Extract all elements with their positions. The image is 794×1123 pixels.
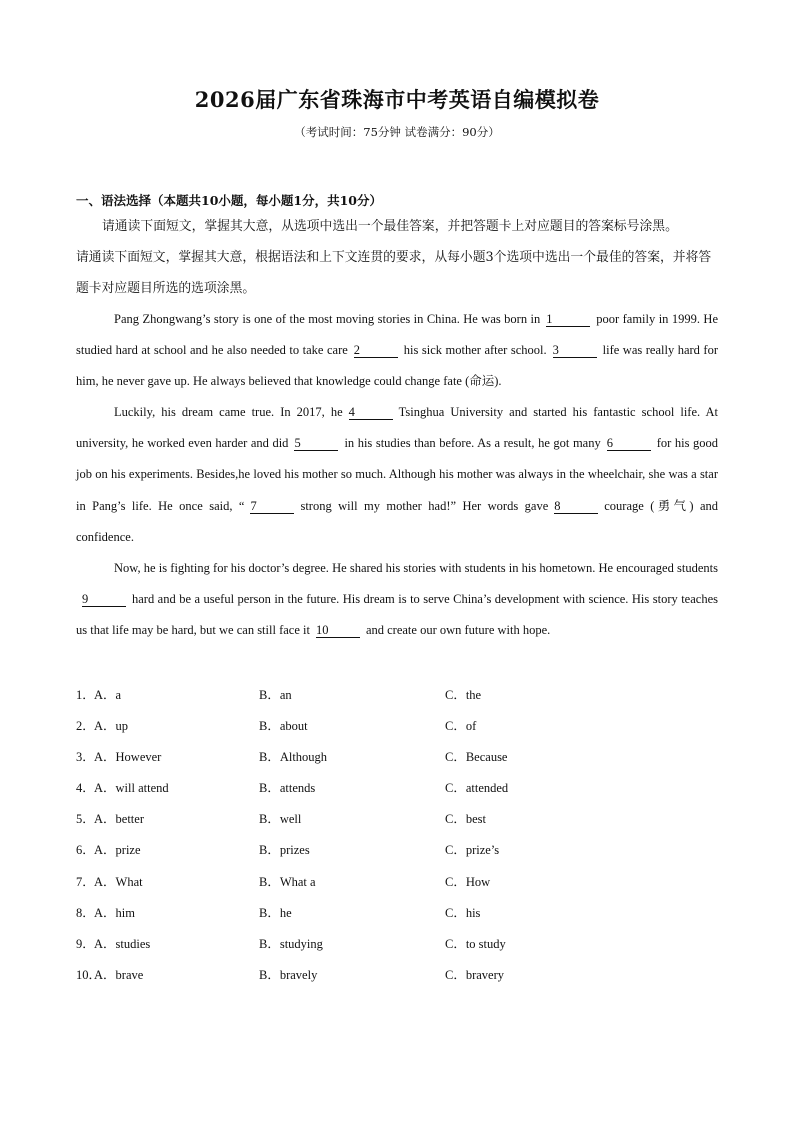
- blank-5: 5: [294, 436, 338, 451]
- option-row: [76, 929, 726, 960]
- blank-7: 7: [250, 499, 294, 514]
- option-a[interactable]: A．him: [94, 905, 135, 920]
- blank-6: 6: [607, 436, 651, 451]
- option-c[interactable]: C．the: [445, 688, 482, 702]
- option-b[interactable]: B．attends: [259, 781, 316, 796]
- option-b[interactable]: B．Although: [259, 750, 328, 765]
- blank-8: 8: [554, 499, 598, 514]
- passage-paragraph-1: Pang Zhongwang’s story is one of the most moving stories in China. He was born in 1 poor family in 1999. He studied hard at school and he also needed to take care 2 his sick mother after school. 3 life was really hard for him, he never gave up. He always believed that knowledge could change fate (命运).: [76, 312, 719, 389]
- page-title: 2026届广东省珠海市中考英语自编模拟卷: [194, 87, 600, 112]
- passage-paragraph-3: Now, he is fighting for his doctor’s degree. He shared his stories with students in his hometown. He encouraged students9 hard and be a useful person in the future. His dream is to serve China’s development with science. His story teaches us that life may be hard, but we can still face it 10 and create our own future with hope.: [76, 560, 718, 637]
- option-row: [76, 742, 726, 773]
- option-a[interactable]: A．a: [94, 688, 122, 702]
- question-number: 3．: [76, 750, 95, 765]
- option-a[interactable]: A．will attend: [94, 781, 169, 796]
- option-row: [76, 804, 726, 835]
- blank-4: 4: [349, 405, 393, 420]
- question-number: 6．: [76, 843, 95, 858]
- option-b[interactable]: B．an: [259, 688, 292, 702]
- instruction-1: 请通读下面短文，掌握其大意，从选项中选出一个最佳答案，并把答题卡上对应题目的答案标号涂黑。: [102, 219, 678, 234]
- question-number: 4．: [76, 781, 95, 796]
- option-b[interactable]: B．What a: [259, 874, 316, 889]
- option-c[interactable]: C．of: [445, 719, 477, 734]
- question-number: 1．: [76, 688, 95, 702]
- question-number: 10．: [76, 967, 102, 982]
- blank-2: 2: [354, 343, 398, 358]
- question-number: 8．: [76, 905, 95, 920]
- option-a[interactable]: A．up: [94, 719, 129, 734]
- option-row: [76, 711, 726, 742]
- option-row: [76, 680, 726, 711]
- option-row: [76, 960, 726, 991]
- option-b[interactable]: B．prizes: [259, 843, 310, 858]
- option-a[interactable]: A．What: [94, 874, 143, 889]
- option-c[interactable]: C．best: [445, 812, 486, 827]
- option-c[interactable]: C．How: [445, 874, 491, 889]
- reading-passage: [76, 304, 718, 646]
- question-number: 2．: [76, 719, 95, 734]
- passage-paragraph-2: Luckily, his dream came true. In 2017, he 4 Tsinghua University and started his fantastic school life. At university, he worked even harder and did 5 in his studies than before. As a result, he got many 6 for his good job on his experiments. Besides,he loved his mother so much. Although his mother was always in the wheelchair, she was a star in Pang’s life. He once said, “ 7 strong will my mother had!” Her words gave 8 courage (勇气) and confidence.: [76, 405, 718, 544]
- option-c[interactable]: C．his: [445, 905, 481, 920]
- option-row: [76, 835, 726, 866]
- option-c[interactable]: C．to study: [445, 936, 506, 951]
- option-a[interactable]: A．prize: [94, 843, 141, 858]
- option-a[interactable]: A．brave: [94, 967, 144, 982]
- answer-options: [76, 680, 726, 991]
- blank-10: 10: [316, 623, 360, 638]
- option-c[interactable]: C．bravery: [445, 967, 505, 982]
- blank-3: 3: [553, 343, 597, 358]
- option-c[interactable]: C．Because: [445, 750, 508, 765]
- option-a[interactable]: A．studies: [94, 936, 151, 951]
- option-b[interactable]: B．well: [259, 812, 302, 827]
- question-number: 7．: [76, 874, 95, 889]
- option-b[interactable]: B．bravely: [259, 967, 318, 982]
- question-number: 5．: [76, 812, 95, 827]
- question-number: 9．: [76, 936, 95, 951]
- option-b[interactable]: B．about: [259, 719, 308, 734]
- option-row: [76, 898, 726, 929]
- option-a[interactable]: A．However: [94, 750, 162, 765]
- blank-9: 9: [82, 592, 126, 607]
- section-heading: 一、语法选择（本题共10小题，每小题1分，共10分）: [76, 193, 382, 208]
- instruction-2: 请通读下面短文，掌握其大意，根据语法和上下文连贯的要求，从每小题3个选项中选出一个最佳的答案，并将答题卡对应题目所选的选项涂黑。: [76, 250, 712, 296]
- option-c[interactable]: C．prize’s: [445, 843, 500, 858]
- option-b[interactable]: B．studying: [259, 936, 323, 951]
- exam-info: （考试时间：75分钟 试卷满分：90分）: [294, 125, 500, 139]
- option-a[interactable]: A．better: [94, 812, 144, 827]
- option-row: [76, 773, 726, 804]
- option-b[interactable]: B．he: [259, 905, 292, 920]
- option-row: [76, 867, 726, 898]
- blank-1: 1: [546, 312, 590, 327]
- option-c[interactable]: C．attended: [445, 781, 509, 796]
